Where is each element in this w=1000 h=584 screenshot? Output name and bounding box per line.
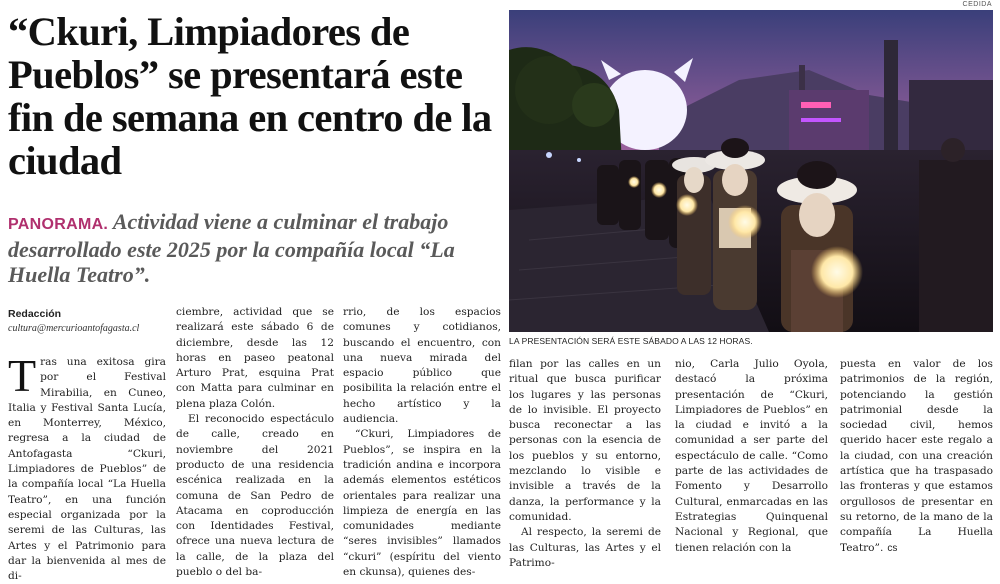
column-4	[509, 357, 661, 569]
column-3-paragraph-1: rrio, de los espacios comunes y cotidianos, buscando el encuentro, con una nueva mirada del espacio público que posibilita la relación entre el hecho artístico y la audiencia.	[343, 306, 501, 426]
headline: “Ckuri, Limpiadores de Pueblos” se presentará este fin de semana en centro de la ciudad	[8, 9, 492, 183]
dropcap: T	[8, 350, 37, 401]
byline-email: cultura@mercurioantofagasta.cl	[8, 323, 140, 334]
column-6-text: puesta en valor de los patrimonios de la región, potenciando la gestión patrimonial desde la sociedad civil, hemos querido hacer este regalo a la ciudad, con una creación artística que ha traspasado las fronteras y que estamos orgullosos de presentar en su retorno, de la mano de la compañía La Huella Teatro”.	[840, 358, 993, 554]
column-1-text: ras una exitosa gira por el Festival Mirabilia, en Cuneo, Italia y Festival Santa Lucía, en Monterrey, México, regresa a la ciudad de Antofagasta “Ckuri, Limpiadores de Pueblos” de la compañía local “La Huella Teatro”, en una función especial organizada por la seremi de las Culturas, las Artes y el Patrimonio para dar la bienvenida al mes de di-	[8, 356, 166, 583]
byline	[8, 308, 168, 334]
deck	[8, 209, 502, 287]
column-2-paragraph-2: El reconocido espectáculo de calle, creado en noviembre del 2021 producto de una residencia escénica realizada en la comuna de San Pedro de Atacama en coproducción con Identidades Festival, ofrece una nueva lectura de la calle, de la plaza del pueblo o del ba-	[176, 413, 334, 579]
column-4-paragraph-2: Al respecto, la seremi de las Culturas, las Artes y el Patrimo-	[509, 526, 661, 569]
column-1	[8, 350, 166, 583]
photo-caption: LA PRESENTACIÓN SERÁ ESTE SÁBADO A LAS 12 HORAS.	[509, 336, 753, 346]
column-2	[176, 305, 334, 579]
column-4-paragraph-1: filan por las calles en un ritual que busca purificar los lugares y las personas de lo invisible. El proyecto busca reconectar a las personas con la esencia de los pueblos y su entorno, mezclando lo visible e invisible a través de la danza, la performance y la comunidad.	[509, 358, 661, 523]
deck-text: Actividad viene a culminar el trabajo desarrollado este 2025 por la compañía local “La Huella Teatro”.	[8, 209, 455, 287]
column-3	[343, 305, 501, 579]
kicker: PANORAMA.	[8, 216, 109, 233]
column-5-paragraph-1: nio, Carla Julio Oyola, destacó la próxima presentación de “Ckuri, Limpiadores de Pueblos” en la ciudad e invitó a la comunidad a ser parte del espectáculo de calle. “Como parte de las actividades de Fomento y Desarrollo Cultural, enmarcadas en las Estrategias Quinquenal Nacional y Regional, que tienen relación con la	[675, 358, 828, 554]
column-3-paragraph-2: “Ckuri, Limpiadores de Pueblos”, se inspira en la tradición andina e incorpora además elementos estéticos orientales para realizar una limpieza de energía en las comunidades mediante “seres invisibles” llamados “ckuri” (espíritu del viento en ckunsa), quienes des-	[343, 428, 501, 579]
column-2-paragraph-1: ciembre, actividad que se realizará este sábado 6 de diciembre, desde las 12 horas en paseo peatonal Arturo Prat, esquina Prat con Matta para culminar en plena plaza Colón.	[176, 306, 334, 410]
photo-credit: CEDIDA	[962, 1, 992, 8]
byline-author: Redacción	[8, 308, 62, 320]
article-photo	[509, 10, 993, 332]
column-6	[840, 357, 993, 554]
column-5	[675, 357, 828, 554]
end-mark: cs	[887, 542, 898, 554]
